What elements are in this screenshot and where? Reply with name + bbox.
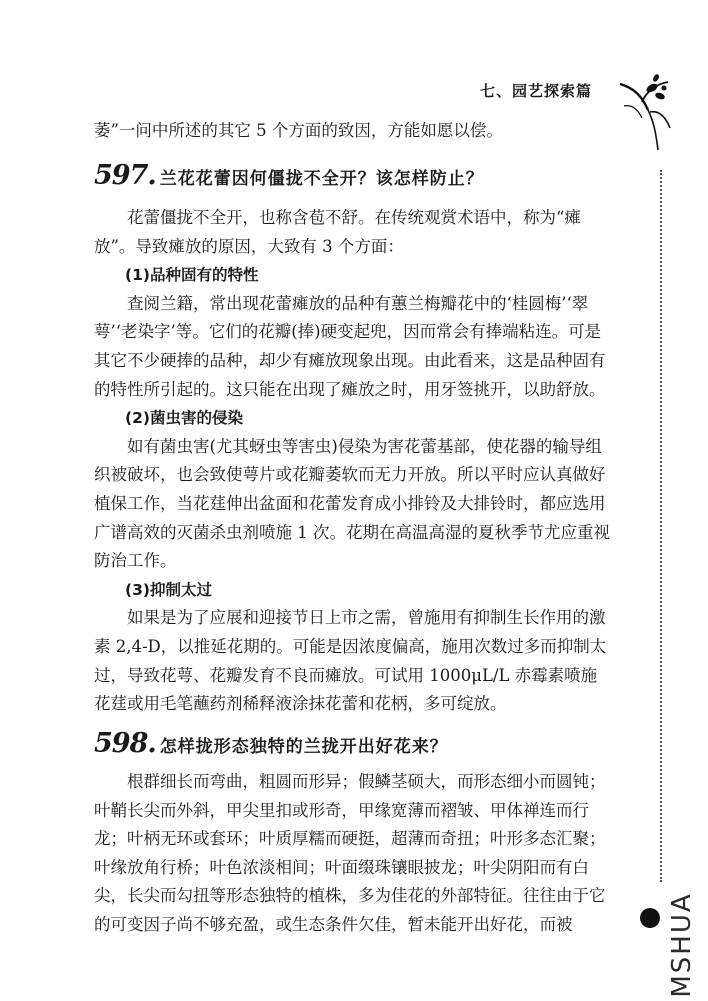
question-title: 兰花花蕾因何僵拢不全开？该怎样防止？	[159, 169, 484, 189]
subheading-1: (1)品种固有的特性	[125, 266, 259, 285]
paragraph-2: 如有菌虫害(尤其蚜虫等害虫)侵染为害花蕾基部，使花器的输导组织被破坏，也会致使萼片或花瓣萎软而无力开放。所以平时应认真做好植保工作，当花莛伸出盆面和花蕾发育成小排铃及大排铃时，都应选用广谱高效的灭菌杀虫剂喷施 1 次。花期在高温高湿的夏秋季节尤应重视防治工作。	[94, 436, 610, 571]
paragraph-3: 如果是为了应展和迎接节日上市之需，曾施用有抑制生长作用的激素 2,4-D，以推延花期的。可能是因浓度偏高，施用次数过多而抑制太过，导致花萼、花瓣发育不良而瘫放。可试用 1000μL/L 赤霉素喷施花莛或用毛笔蘸药剂稀释液涂抹花蕾和花柄，多可绽放。	[94, 608, 607, 714]
running-header: 七、园艺探索篇	[480, 82, 593, 100]
continuation-line: 萎”一问中所述的其它 5 个方面的致因，方能如愿以偿。	[94, 121, 503, 140]
question-598-body	[94, 768, 612, 940]
paragraph-1: 查阅兰籍，常出现花蕾瘫放的品种有蕙兰梅瓣花中的‘桂圆梅’‘翠萼’‘老染字’等。它们的花瓣(捧)硬变起兜，因而常会有捧端粘连。可是其它不少硬捧的品种，却少有瘫放现象出现。由此看来，这是品种固有的特性所引起的。这只能在出现了瘫放之时，用牙签挑开，以助舒放。	[94, 293, 606, 399]
margin-bullet	[640, 908, 660, 928]
continuation-text	[94, 117, 612, 146]
question-title: 怎样拢形态独特的兰拢开出好花来？	[159, 737, 448, 757]
question-number: 597.	[94, 160, 156, 191]
question-597-body	[94, 204, 612, 719]
question-597-heading	[94, 160, 484, 191]
margin-dotted-rule	[660, 170, 662, 882]
subheading-2: (2)菌虫害的侵染	[125, 409, 243, 428]
question-number: 598.	[94, 728, 156, 759]
subheading-3: (3)抑制太过	[125, 580, 212, 599]
intro-paragraph: 花蕾僵拢不全开，也称含苞不舒。在传统观赏术语中，称为“瘫放”。导致瘫放的原因，大致有 3 个方面：	[94, 208, 581, 256]
orchid-decoration-icon	[612, 66, 674, 152]
paragraph: 根群细长而弯曲，粗圆而形异；假鳞茎硕大，而形态细小而圆钝；叶鞘长尖而外斜，甲尖里扣或形奇，甲缘宽薄而褶皱、甲体禅连而行龙；叶柄无环或套环；叶质厚糯而硬挺，超薄而奇扭；叶形多态汇聚；叶缘放角行桥；叶色浓淡相间；叶面缀珠镶眼披龙；叶尖阴阳而有白尖，长尖而勾扭等形态独特的植株，多为佳花的外部特征。往往由于它的可变因子尚不够充盈，或生态条件欠佳，暂未能开出好花，而被	[94, 772, 606, 934]
watermark	[660, 892, 704, 998]
watermark-text: MSHUA	[667, 892, 697, 998]
question-598-heading	[94, 728, 448, 759]
